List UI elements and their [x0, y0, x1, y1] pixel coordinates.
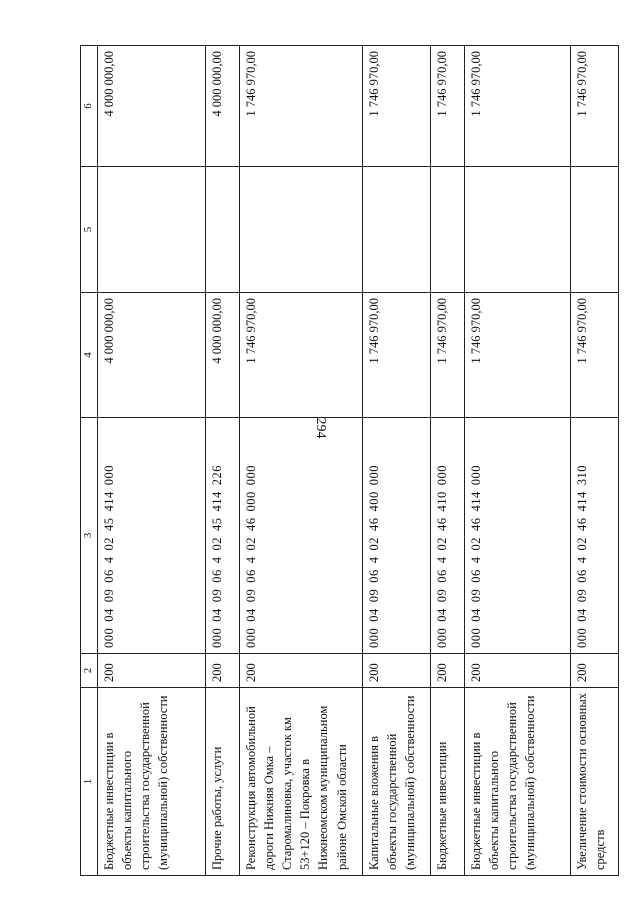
row-col4: 1 746 970,00	[239, 293, 362, 418]
table-row	[362, 46, 430, 876]
row-col4: 1 746 970,00	[464, 293, 570, 418]
row-col2: 200	[97, 654, 205, 688]
row-col5	[464, 167, 570, 293]
row-col2: 200	[430, 654, 464, 688]
row-col2: 200	[570, 654, 618, 688]
row-name: Бюджетные инвестиции	[430, 688, 464, 876]
row-col6: 1 746 970,00	[239, 46, 362, 167]
row-code: 00004090640246000000	[239, 418, 362, 654]
row-col6: 4 000 000,00	[97, 46, 205, 167]
header-cell-6: 6	[81, 46, 98, 167]
row-code: 00004090640245414226	[205, 418, 239, 654]
row-col5	[430, 167, 464, 293]
row-name: Бюджетные инвестиции в объекты капитального строительства государственной (муниципальной) собственности	[97, 688, 205, 876]
row-code: 00004090640246400000	[362, 418, 430, 654]
row-code: 00004090640245414000	[97, 418, 205, 654]
rotated-table-container	[80, 46, 640, 876]
row-col6: 1 746 970,00	[430, 46, 464, 167]
table-row	[97, 46, 205, 876]
row-col5	[97, 167, 205, 293]
row-col4: 1 746 970,00	[570, 293, 618, 418]
header-row	[81, 46, 98, 876]
row-col2: 200	[205, 654, 239, 688]
row-col4: 4 000 000,00	[205, 293, 239, 418]
row-name: Увеличение стоимости основных средств	[570, 688, 618, 876]
row-col4: 1 746 970,00	[362, 293, 430, 418]
row-code: 00004090640246414310	[570, 418, 618, 654]
table-row	[239, 46, 362, 876]
table-row	[430, 46, 464, 876]
row-col6: 4 000 000,00	[205, 46, 239, 167]
row-name: Прочие работы, услуги	[205, 688, 239, 876]
row-col6: 1 746 970,00	[362, 46, 430, 167]
row-col6: 1 746 970,00	[464, 46, 570, 167]
header-cell-2: 2	[81, 654, 98, 688]
row-col5	[239, 167, 362, 293]
row-col5	[362, 167, 430, 293]
page-number: 294	[313, 417, 328, 439]
row-col2: 200	[362, 654, 430, 688]
row-col5	[205, 167, 239, 293]
row-code: 00004090640246414000	[464, 418, 570, 654]
table-row	[570, 46, 618, 876]
row-name: Реконструкция автомобильной дороги Нижняя Омка – Старомалиновка, участок км 53+120 – Покровка в Нижнеомском муниципальном районе Омской области	[239, 688, 362, 876]
header-cell-4: 4	[81, 293, 98, 418]
row-col4: 4 000 000,00	[97, 293, 205, 418]
table-row	[205, 46, 239, 876]
row-col5	[570, 167, 618, 293]
table-row	[464, 46, 570, 876]
row-col4: 1 746 970,00	[430, 293, 464, 418]
header-cell-1: 1	[81, 688, 98, 876]
row-col6: 1 746 970,00	[570, 46, 618, 167]
budget-table	[80, 45, 619, 876]
row-name: Бюджетные инвестиции в объекты капитального строительства государственной (муниципальной) собственности	[464, 688, 570, 876]
header-cell-3: 3	[81, 418, 98, 654]
row-col2: 200	[239, 654, 362, 688]
row-code: 00004090640246410000	[430, 418, 464, 654]
row-name: Капитальные вложения в объекты государственной (муниципальной) собственности	[362, 688, 430, 876]
header-cell-5: 5	[81, 167, 98, 293]
row-col2: 200	[464, 654, 570, 688]
